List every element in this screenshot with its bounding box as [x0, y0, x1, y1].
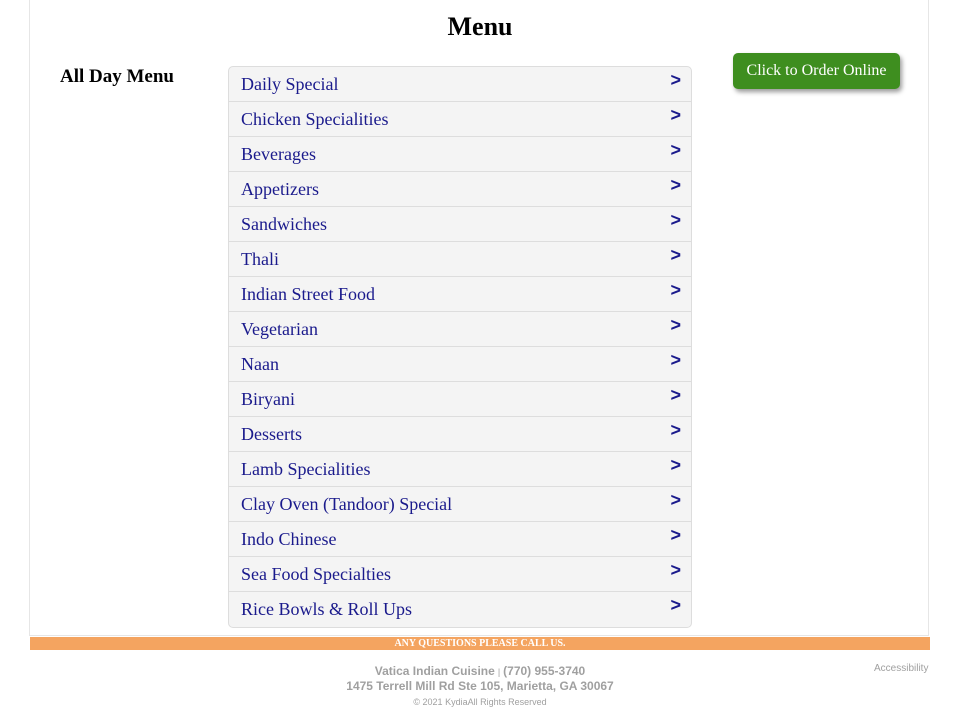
- chevron-right-icon: >: [670, 560, 681, 580]
- menu-category-item[interactable]: [229, 487, 691, 522]
- menu-category-label: Chicken Specialities: [241, 109, 389, 129]
- chevron-right-icon: >: [670, 175, 681, 195]
- menu-category-label: Appetizers: [241, 179, 319, 199]
- menu-category-label: Rice Bowls & Roll Ups: [241, 599, 413, 619]
- business-name: Vatica Indian Cuisine: [374, 664, 495, 678]
- menu-category-label: Lamb Specialities: [241, 459, 371, 479]
- chevron-right-icon: >: [670, 70, 681, 90]
- rights-text: All Rights Reserved: [467, 697, 547, 707]
- menu-category-label: Indo Chinese: [241, 529, 337, 549]
- menu-category-label: Vegetarian: [241, 319, 318, 339]
- menu-category-item[interactable]: [229, 452, 691, 487]
- chevron-right-icon: >: [670, 595, 681, 615]
- menu-category-item[interactable]: [229, 382, 691, 417]
- chevron-right-icon: >: [670, 245, 681, 265]
- footer: [0, 664, 960, 711]
- menu-category-item[interactable]: [229, 242, 691, 277]
- menu-category-label: Indian Street Food: [241, 284, 375, 304]
- section-title: All Day Menu: [60, 66, 174, 87]
- menu-category-item[interactable]: [229, 592, 691, 627]
- chevron-right-icon: >: [670, 385, 681, 405]
- menu-category-item[interactable]: [229, 417, 691, 452]
- chevron-right-icon: >: [670, 350, 681, 370]
- chevron-right-icon: >: [670, 455, 681, 475]
- chevron-right-icon: >: [670, 140, 681, 160]
- page-title: Menu: [447, 12, 513, 41]
- menu-category-item[interactable]: [229, 557, 691, 592]
- menu-category-label: Sandwiches: [241, 214, 327, 234]
- chevron-right-icon: >: [670, 105, 681, 125]
- menu-category-label: Thali: [241, 249, 279, 269]
- chevron-right-icon: >: [670, 280, 681, 300]
- menu-category-item[interactable]: [229, 67, 691, 102]
- menu-category-label: Naan: [241, 354, 279, 374]
- menu-category-item[interactable]: [229, 172, 691, 207]
- menu-category-label: Desserts: [241, 424, 302, 444]
- business-address: 1475 Terrell Mill Rd Ste 105, Marietta, GA 30067: [346, 679, 614, 693]
- menu-category-item[interactable]: [229, 347, 691, 382]
- menu-category-item[interactable]: [229, 207, 691, 242]
- menu-category-label: Sea Food Specialties: [241, 564, 391, 584]
- chevron-right-icon: >: [670, 525, 681, 545]
- footer-separator: |: [497, 667, 501, 677]
- phone-link[interactable]: (770) 955-3740: [503, 664, 586, 678]
- menu-category-item[interactable]: [229, 137, 691, 172]
- chevron-right-icon: >: [670, 315, 681, 335]
- chevron-right-icon: >: [670, 210, 681, 230]
- order-online-button[interactable]: Click to Order Online: [733, 53, 900, 89]
- kydia-link[interactable]: Kydia: [445, 697, 468, 707]
- menu-category-item[interactable]: [229, 277, 691, 312]
- copyright: © 2021: [413, 697, 443, 707]
- menu-category-item[interactable]: [229, 312, 691, 347]
- menu-category-item[interactable]: [229, 522, 691, 557]
- menu-category-label: Clay Oven (Tandoor) Special: [241, 494, 453, 514]
- menu-category-item[interactable]: [229, 102, 691, 137]
- chevron-right-icon: >: [670, 490, 681, 510]
- accessibility-link[interactable]: Accessibility: [874, 663, 929, 674]
- chevron-right-icon: >: [670, 420, 681, 440]
- call-us-bar: ANY QUESTIONS PLEASE CALL US.: [30, 637, 930, 650]
- menu-category-label: Daily Special: [241, 74, 339, 94]
- menu-category-label: Biryani: [241, 389, 295, 409]
- menu-category-list: [228, 66, 692, 628]
- menu-category-label: Beverages: [241, 144, 316, 164]
